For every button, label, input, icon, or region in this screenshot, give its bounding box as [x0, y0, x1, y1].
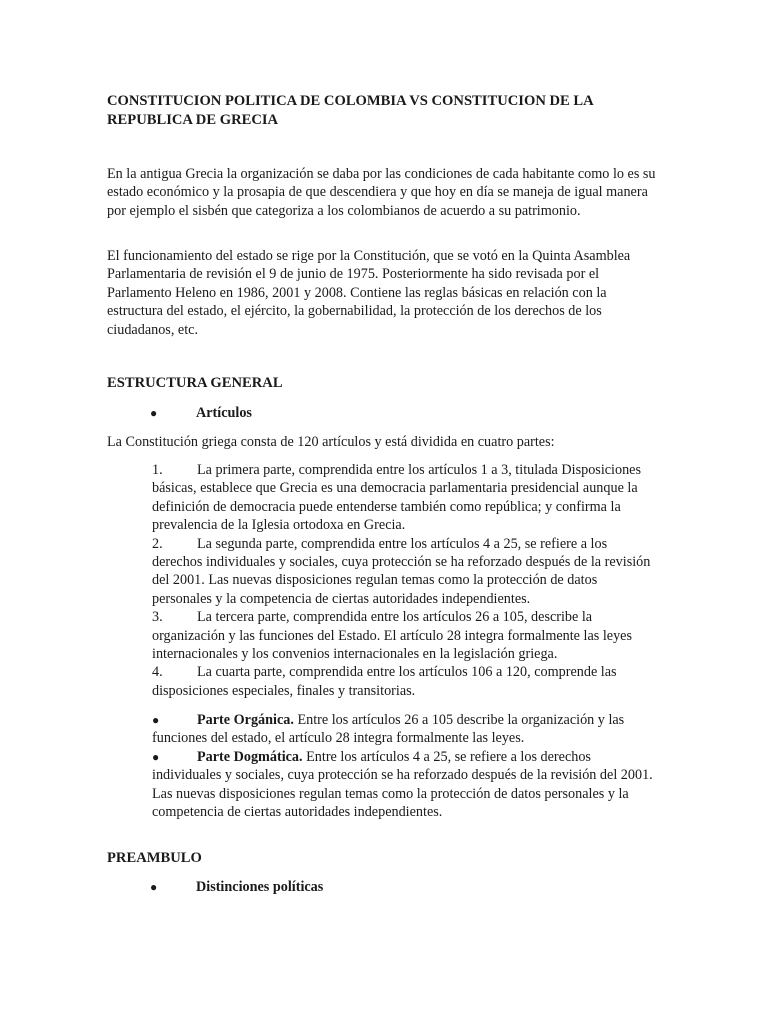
bullet-icon: ●: [150, 880, 158, 894]
parts-list: [152, 461, 652, 700]
bullet-label: Artículos: [196, 405, 252, 421]
list-item: 4. La cuarta parte, comprendida entre los artículos 106 a 120, comprende las disposiciones especiales, finales y transitorias.: [152, 664, 617, 699]
bullet-icon: ●: [152, 713, 160, 727]
section-heading-preambulo: PREAMBULO: [107, 850, 202, 866]
bullet-icon: ●: [150, 406, 158, 420]
intro-paragraph-1: En la antigua Grecia la organización se daba por las condiciones de cada habitante como lo es su estado económico y la prosapia de que descendiera y que hoy en día se maneja de igual manera por ejemplo el sisbén que categoriza a los colombianos de acuerdo a su patrimonio.: [107, 166, 656, 219]
section-heading-estructura: ESTRUCTURA GENERAL: [107, 375, 283, 391]
document-title: CONSTITUCION POLITICA DE COLOMBIA VS CONSTITUCION DE LA REPUBLICA DE GRECIA: [107, 93, 593, 128]
list-item: ● Parte Orgánica. Entre los artículos 26 a 105 describe la organización y las funciones del estado, el artículo 28 integra formalmente las leyes.: [152, 712, 625, 747]
list-item: 2. La segunda parte, comprendida entre los artículos 4 a 25, se refiere a los derechos individuales y sociales, cuya protección se ha reforzado después de la revisión del 2001. Las nuevas disposiciones regulan temas como la protección de datos personales y la competencia de ciertas autoridades independientes.: [152, 535, 651, 607]
list-item: 1. La primera parte, comprendida entre los artículos 1 a 3, titulada Disposiciones básicas, establece que Grecia es una democracia parlamentaria presidencial aunque la definición de democracia puede entenderse también como república; y confirma la prevalencia de la Iglesia ortodoxa en Grecia.: [152, 462, 642, 534]
list-item: ● Parte Dogmática. Entre los artículos 4 a 25, se refiere a los derechos individuales y sociales, cuya protección se ha reforzado después de la revisión del 2001. Las nuevas disposiciones regulan temas como la protección de datos personales y la competencia de ciertas autoridades independientes.: [152, 748, 653, 821]
parts-bullet-list: [152, 711, 657, 821]
intro-paragraph-2: El funcionamiento del estado se rige por la Constitución, que se votó en la Quinta Asamblea Parlamentaria de revisión el 9 de junio de 1975. Posteriormente ha sido revisada por el Parlamento Heleno en 1986, 2001 y 2008. Contiene las reglas básicas en relación con la estructura del estado, el ejército, la gobernabilidad, la protección de los derechos de los ciudadanos, etc.: [107, 248, 631, 338]
bullet-icon: ●: [152, 749, 160, 764]
bullet-label: Distinciones políticas: [196, 879, 324, 895]
list-item: 3. La tercera parte, comprendida entre los artículos 26 a 105, describe la organización y las funciones del Estado. El artículo 28 integra formalmente las leyes internacionales y los convenios internacionales en la legislación griega.: [152, 609, 632, 663]
articulos-lead: La Constitución griega consta de 120 artículos y está dividida en cuatro partes:: [107, 434, 555, 450]
